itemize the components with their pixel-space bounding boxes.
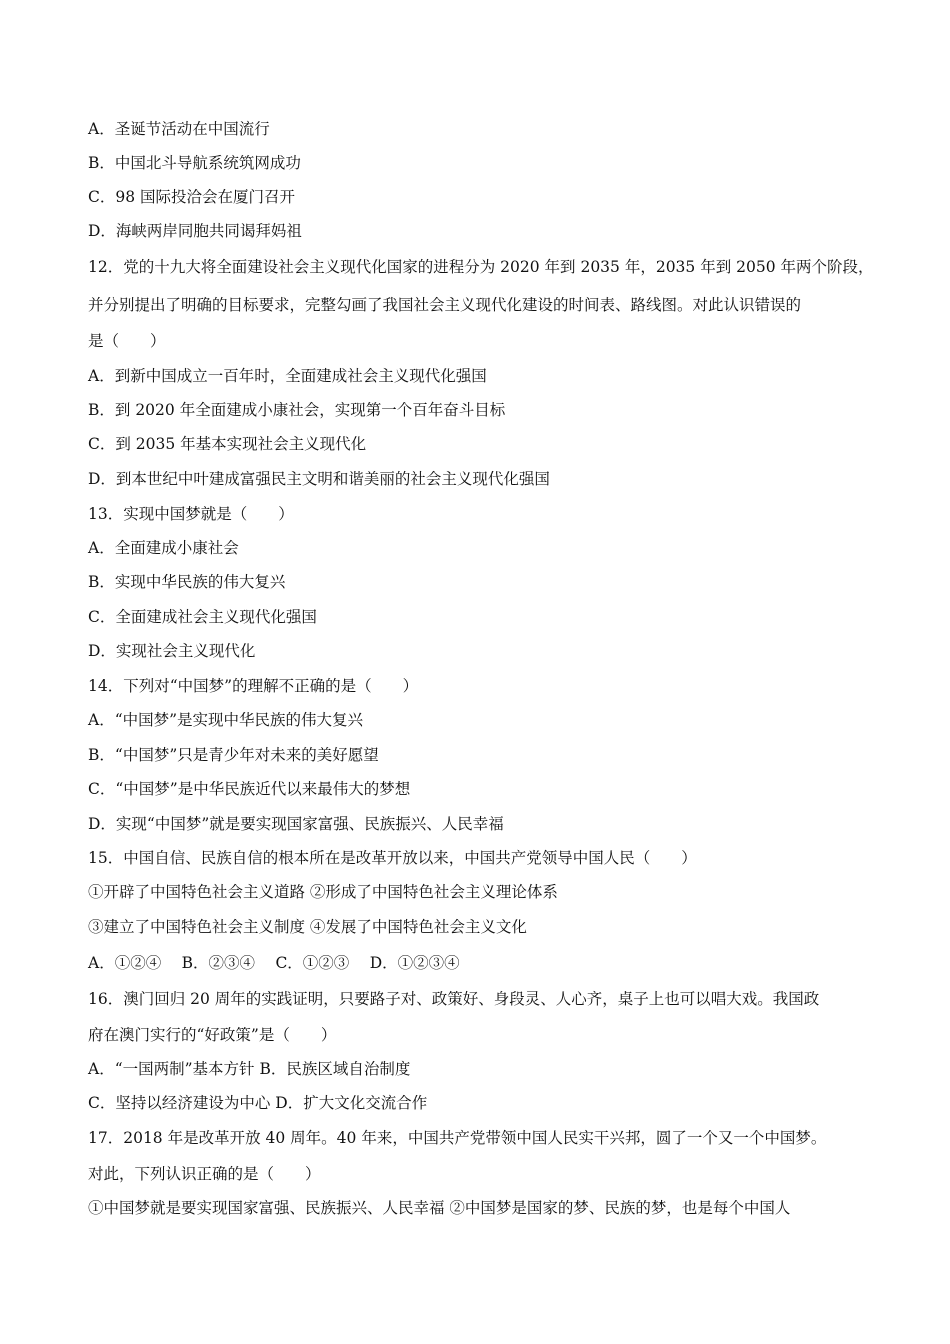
q15-options: A．①②④ B．②③④ C．①②③ D．①②③④ bbox=[88, 954, 460, 972]
q11-option-c: C．98 国际投洽会在厦门召开 bbox=[88, 188, 296, 206]
q12-option-b: B．到 2020 年全面建成小康社会，实现第一个百年奋斗目标 bbox=[88, 401, 506, 419]
q16-options-ab: A．“一国两制”基本方针 B．民族区域自治制度 bbox=[88, 1060, 411, 1078]
q13-stem: 13．实现中国梦就是（ ） bbox=[88, 505, 294, 523]
q12-stem-line-3: 是（ ） bbox=[88, 332, 166, 350]
q15-statements-1: ①开辟了中国特色社会主义道路 ②形成了中国特色社会主义理论体系 bbox=[88, 883, 558, 901]
q12-option-d: D．到本世纪中叶建成富强民主文明和谐美丽的社会主义现代化强国 bbox=[88, 470, 550, 488]
q11-option-b: B．中国北斗导航系统筑网成功 bbox=[88, 154, 301, 172]
q11-option-d: D．海峡两岸同胞共同谒拜妈祖 bbox=[88, 222, 302, 240]
q13-option-b: B．实现中华民族的伟大复兴 bbox=[88, 573, 286, 591]
q14-stem: 14．下列对“中国梦”的理解不正确的是（ ） bbox=[88, 677, 419, 695]
q17-stem-line-1: 17．2018 年是改革开放 40 周年。40 年来，中国共产党带领中国人民实干兴邦，圆了一个又一个中国梦。 bbox=[88, 1129, 827, 1147]
q14-option-c: C．“中国梦”是中华民族近代以来最伟大的梦想 bbox=[88, 780, 411, 798]
q15-statements-2: ③建立了中国特色社会主义制度 ④发展了中国特色社会主义文化 bbox=[88, 918, 527, 936]
q16-options-cd: C．坚持以经济建设为中心 D．扩大文化交流合作 bbox=[88, 1094, 428, 1112]
q11-option-a: A．圣诞节活动在中国流行 bbox=[88, 120, 270, 138]
q15-stem: 15．中国自信、民族自信的根本所在是改革开放以来，中国共产党领导中国人民（ ） bbox=[88, 849, 697, 867]
q16-stem-line-1: 16．澳门回归 20 周年的实践证明，只要路子对、政策好、身段灵、人心齐，桌子上也可以唱大戏。我国政 bbox=[88, 990, 820, 1008]
q17-stem-line-2: 对此，下列认识正确的是（ ） bbox=[88, 1165, 321, 1183]
q17-statements-1: ①中国梦就是要实现国家富强、民族振兴、人民幸福 ②中国梦是国家的梦、民族的梦，也是每个中国人 bbox=[88, 1199, 791, 1217]
q12-stem-line-1: 12．党的十九大将全面建设社会主义现代化国家的进程分为 2020 年到 2035 年，2035 年到 2050 年两个阶段， bbox=[88, 258, 874, 276]
q14-option-a: A．“中国梦”是实现中华民族的伟大复兴 bbox=[88, 711, 364, 729]
q14-option-d: D．实现“中国梦”就是要实现国家富强、民族振兴、人民幸福 bbox=[88, 815, 504, 833]
q13-option-c: C．全面建成社会主义现代化强国 bbox=[88, 608, 317, 626]
q12-option-c: C．到 2035 年基本实现社会主义现代化 bbox=[88, 435, 367, 453]
q13-option-a: A．全面建成小康社会 bbox=[88, 539, 239, 557]
q12-option-a: A．到新中国成立一百年时，全面建成社会主义现代化强国 bbox=[88, 367, 487, 385]
q16-stem-line-2: 府在澳门实行的“好政策”是（ ） bbox=[88, 1026, 337, 1044]
q12-stem-line-2: 并分别提出了明确的目标要求，完整勾画了我国社会主义现代化建设的时间表、路线图。对此认识错误的 bbox=[88, 296, 802, 314]
q13-option-d: D．实现社会主义现代化 bbox=[88, 642, 256, 660]
q14-option-b: B．“中国梦”只是青少年对未来的美好愿望 bbox=[88, 746, 379, 764]
